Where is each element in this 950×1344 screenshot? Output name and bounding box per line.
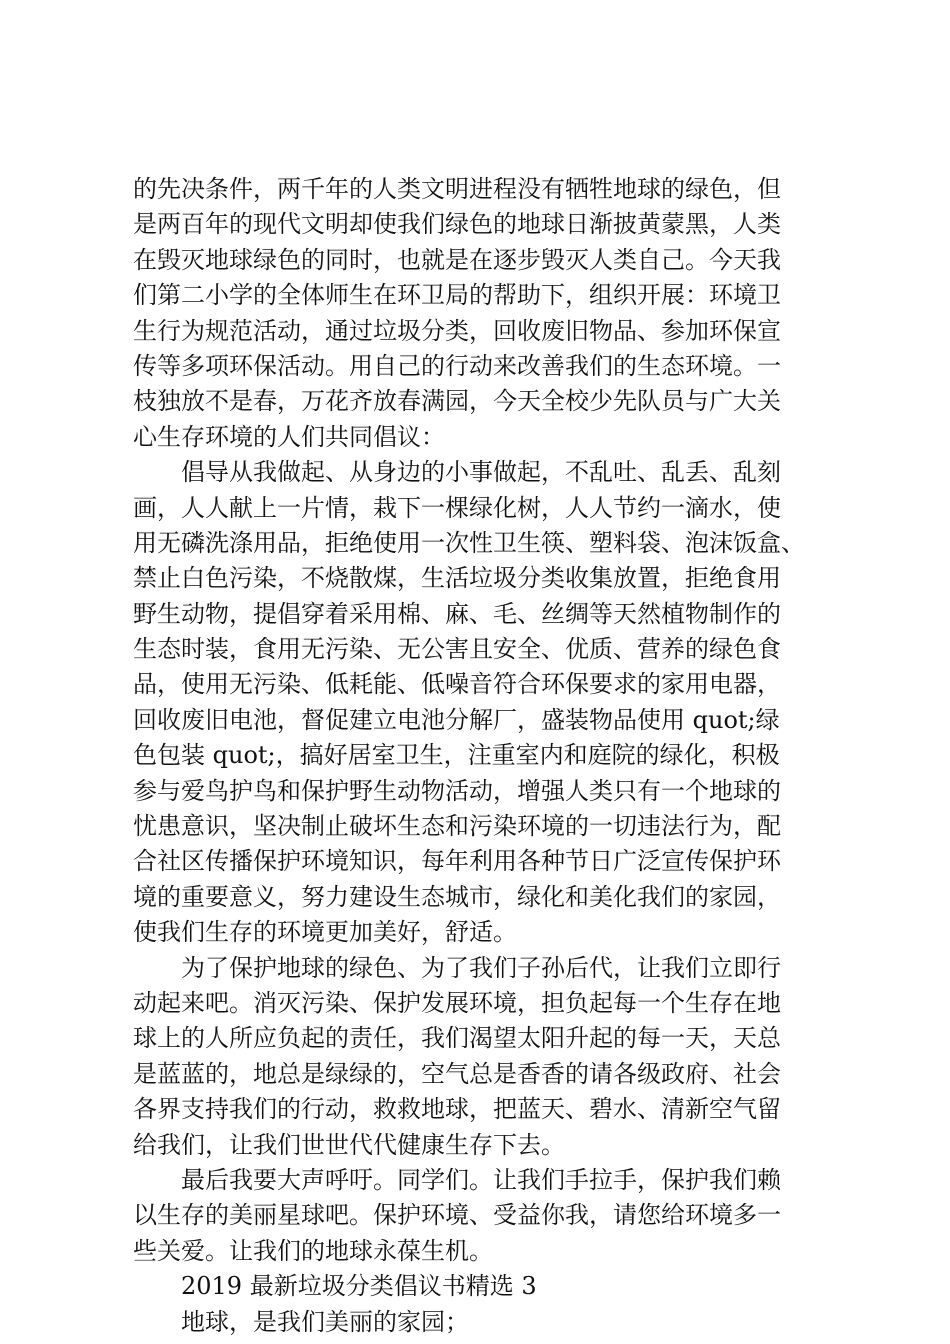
text-line: 心生存环境的人们共同倡议： <box>133 422 445 451</box>
text-line: 枝独放不是春，万花齐放春满园，今天全校少先队员与广大关 <box>133 387 781 416</box>
section-heading: 2019 最新垃圾分类倡议书精选 3 <box>133 1272 537 1301</box>
text-line: 生行为规范活动，通过垃圾分类，回收废旧物品、参加环保宣 <box>133 316 781 345</box>
text-line: 动起来吧。消灭污染、保护发展环境，担负起每一个生存在地 <box>133 988 781 1017</box>
text-line: 球上的人所应负起的责任，我们渴望太阳升起的每一天，天总 <box>133 1024 781 1053</box>
text-line: 画，人人献上一片情，栽下一棵绿化树，人人节约一滴水，使 <box>133 493 781 522</box>
text-line: 些关爱。让我们的地球永葆生机。 <box>133 1236 493 1265</box>
text-line: 禁止白色污染，不烧散煤，生活垃圾分类收集放置，拒绝食用 <box>133 564 781 593</box>
text-line: 参与爱鸟护鸟和保护野生动物活动，增强人类只有一个地球的 <box>133 776 781 805</box>
text-line: 用无磷洗涤用品，拒绝使用一次性卫生筷、塑料袋、泡沫饭盒、 <box>133 528 805 557</box>
text-line: 给我们，让我们世世代代健康生存下去。 <box>133 1130 565 1159</box>
text-line: 各界支持我们的行动，救救地球，把蓝天、碧水、清新空气留 <box>133 1095 781 1124</box>
text-line: 倡导从我做起、从身边的小事做起，不乱吐、乱丢、乱刻 <box>133 458 781 487</box>
text-line: 野生动物，提倡穿着采用棉、麻、毛、丝绸等天然植物制作的 <box>133 599 781 628</box>
text-line: 是两百年的现代文明却使我们绿色的地球日渐披黄蒙黑，人类 <box>133 210 781 239</box>
text-line: 生态时装，食用无污染、无公害且安全、优质、营养的绿色食 <box>133 635 781 664</box>
text-line: 回收废旧电池，督促建立电池分解厂，盛装物品使用 quot;绿 <box>133 705 780 734</box>
text-line: 合社区传播保护环境知识，每年利用各种节日广泛宣传保护环 <box>133 847 781 876</box>
text-line: 色包装 quot;，搞好居室卫生，注重室内和庭院的绿化，积极 <box>133 741 780 770</box>
text-line: 境的重要意义，努力建设生态城市，绿化和美化我们的家园， <box>133 882 781 911</box>
text-line: 以生存的美丽星球吧。保护环境、受益你我，请您给环境多一 <box>133 1201 781 1230</box>
text-line: 使我们生存的环境更加美好，舒适。 <box>133 918 517 947</box>
text-line: 的先决条件，两千年的人类文明进程没有牺牲地球的绿色，但 <box>133 175 781 203</box>
text-line: 忧患意识，坚决制止破坏生态和污染环境的一切违法行为，配 <box>133 812 781 841</box>
text-line: 品，使用无污染、低耗能、低噪音符合环保要求的家用电器， <box>133 670 781 699</box>
text-line: 为了保护地球的绿色、为了我们子孙后代，让我们立即行 <box>133 953 781 982</box>
text-line: 地球，是我们美丽的家园； <box>133 1307 469 1336</box>
text-line: 们第二小学的全体师生在环卫局的帮助下，组织开展：环境卫 <box>133 281 781 310</box>
text-line: 最后我要大声呼吁。同学们。让我们手拉手，保护我们赖 <box>133 1165 781 1194</box>
text-line: 在毁灭地球绿色的同时，也就是在逐步毁灭人类自己。今天我 <box>133 245 781 274</box>
text-line: 是蓝蓝的，地总是绿绿的，空气总是香香的请各级政府、社会 <box>133 1059 781 1088</box>
text-line: 传等多项环保活动。用自己的行动来改善我们的生态环境。一 <box>133 351 781 380</box>
document-body <box>133 172 853 1340</box>
